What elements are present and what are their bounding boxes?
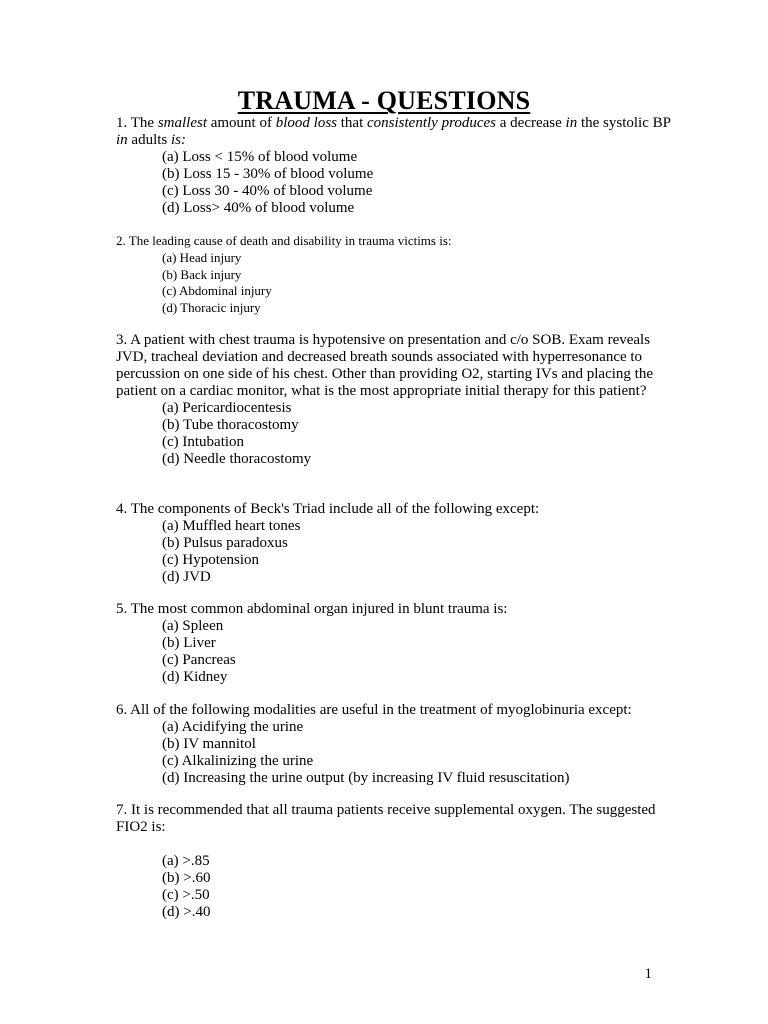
option: (c) Pancreas [162,652,236,668]
question-5-stem: 5. The most common abdominal organ injured in blunt trauma is: [116,601,508,617]
stem-text: adults [127,132,172,148]
stem-text: amount of [206,115,276,131]
stem-text: a decrease [496,115,566,131]
page-number: 1 [644,966,652,982]
stem-text: the systolic BP [577,115,671,131]
option: (d) Needle thoracostomy [162,451,312,467]
question-7 [116,802,676,921]
option: (b) IV mannitol [162,736,256,752]
emphasized-text: in [116,132,128,148]
option: (b) >.60 [162,870,211,886]
option: (b) Pulsus paradoxus [162,535,288,551]
question-7-options [116,853,676,921]
option: (b) Liver [162,635,216,651]
question-2-options [116,250,676,317]
question-3-stem: 3. A patient with chest trauma is hypotensive on presentation and c/o SOB. Exam reveals JVD, tracheal deviation and decreased breath sounds associated with hyperresonance to percussion on one side of his chest. Other than providing O2, starting IVs and placing the patient on a cardiac monitor, what is the most appropriate initial therapy for this patient? [116,332,653,399]
option: (c) Abdominal injury [162,283,272,299]
option: (c) Intubation [162,434,245,450]
question-3-options [116,400,676,468]
question-3 [116,332,676,468]
emphasized-text: smallest [157,115,207,131]
option: (c) Loss 30 - 40% of blood volume [162,183,373,199]
option: (a) Loss < 15% of blood volume [162,149,358,165]
option: (b) Loss 15 - 30% of blood volume [162,166,374,182]
question-5 [116,601,676,686]
option: (a) Spleen [162,618,224,634]
option: (d) Increasing the urine output (by increasing IV fluid resuscitation) [162,770,570,786]
option: (d) JVD [162,569,211,585]
question-4-stem: 4. The components of Beck's Triad include all of the following except: [116,501,540,517]
stem-text: that [337,115,367,131]
option: (b) Back injury [162,266,242,282]
stem-text: 1. The [116,115,158,131]
option: (b) Tube thoracostomy [162,417,299,433]
question-4 [116,501,676,586]
question-6 [116,702,676,787]
question-4-options [116,518,676,586]
question-1-stem [116,115,676,149]
option: (d) Thoracic injury [162,300,261,316]
emphasized-text: is: [171,132,187,148]
option: (d) >.40 [162,904,211,920]
option: (a) Muffled heart tones [162,518,301,534]
question-2-stem: 2. The leading cause of death and disability in trauma victims is: [116,233,452,248]
emphasized-text: consistently produces [367,115,497,131]
question-6-options [116,719,676,787]
question-1-options [116,149,676,217]
option: (a) Head injury [162,249,242,265]
question-5-options [116,618,676,686]
emphasized-text: blood loss [275,115,337,131]
option: (a) Pericardiocentesis [162,400,292,416]
option: (d) Kidney [162,669,228,685]
option: (c) Hypotension [162,552,260,568]
option: (a) >.85 [162,853,210,869]
question-2 [116,233,676,317]
emphasized-text: in [565,115,578,131]
option: (c) Alkalinizing the urine [162,753,314,769]
option: (d) Loss> 40% of blood volume [162,200,355,216]
question-1 [116,115,676,217]
question-7-stem: 7. It is recommended that all trauma patients receive supplemental oxygen. The suggested FIO2 is: [116,802,656,835]
page-title: TRAUMA - QUESTIONS [237,86,531,115]
option: (a) Acidifying the urine [162,719,304,735]
option: (c) >.50 [162,887,210,903]
question-6-stem: 6. All of the following modalities are useful in the treatment of myoglobinuria except: [116,702,632,718]
